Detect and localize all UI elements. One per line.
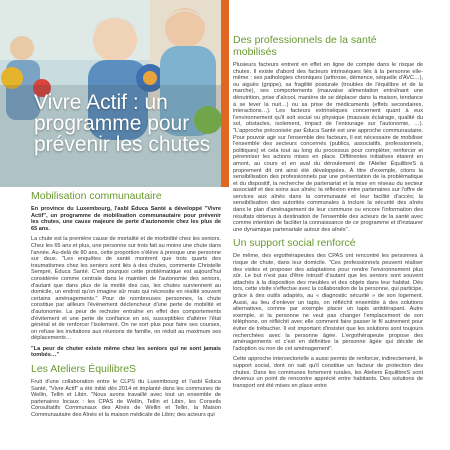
paragraph-chutes: La chute est la première cause de mortalité et de morbidité chez les seniors. Chez les 65 ans et plus, une personne sur trois fait au moins une chute dans l'année. Au-delà de 80 ans, cette proportion s'élève à presque une personne sur deux. "Les enquêtes de santé montrent que trois quarts des traumatismes chez les seniors sont liés à des chutes, commente Christelle Sempré, Éduca Santé. C'est pourquoi cette problématique est aujourd'hui considérée comme centrale dans le maintien de l'autonomie des seniors, d'autant que dans plus de la moitié des cas, les chutes surviennent au domicile, un endroit qu'on imagine sûr mais qui nécessite en réalité souvent certains aménagements." Pour de nombreuses personnes, la chute constitue par ailleurs l'événement déclencheur d'une perte de mobilité et d'autonomie. La peur de rechuter entraîne en effet des comportements d'évitement et une perte de confiance en soi, susceptibles d'altérer l'état général et de renforcer l'isolement. On ne sort plus pour faire ses courses, on refuse les invitations aux réunions de famille, on réduit au maximum ses déplacements…: [31, 236, 221, 342]
paragraph-facteurs: Plusieurs facteurs entrent en effet en ligne de compte dans le risque de chutes. Il existe d'abord des facteurs intrinsèques liés à la personne elle-même : ses pathologies chroniques (arthrose, démence, séquelle d'AVC…), ou aiguës (grippe), sa fragilité posturale (troubles de l'équilibre et de la marche), ses comportements (mauvaise alimentation entraînant une dénutrition, prise d'alcool, manière de se déplacer dans la maison, tendance à se lever la nuit…) ou sa prise de médicaments (effets secondaires, interactions…). Les facteurs extrinsèques concernent quant à eux l'environnement qu'il soit social ou physique (mauvais éclairage, qualité du sol, obstacles, isolement, impact de l'entourage sur l'autonomie, …). "L'approche préconisée par Éduca Santé est une approche communautaire. Pour pouvoir agir sur l'ensemble des facteurs, il est nécessaire de mobiliser l'ensemble des secteurs concernés (publics, associatifs, professionnels, politiques) et cela tout au long du processus pour compléter, renforcer et pérenniser les actions mises en place. Différentes initiatives étaient en amont, au cours et en aval du déroulement de l'Atelier ÉquilibreS à proprement dit ont ainsi été développées. À titre d'exemple, citons la sensibilisation des professionnels par une présentation de la problématique et du dispositif, la recherche de partenariat et la mise en réseau du secteur associatif et des soins aux aînés; la réflexion entre partenaires sur l'offre de services aux aînés dans la communauté et leur facilité d'accès; la sensibilisation des autorités communales à inclure la sécurité des aînés dans le plan d'aménagement de leur commune ou encore l'information des résultats obtenus à destination de l'ensemble des acteurs de la santé avec comme intention de faciliter la connaissance de ce programme et d'instaurer une dynamique partenariale autour des aînés".: [233, 62, 423, 233]
section-title-professionnels: Des professionnels de la santé mobilisés: [233, 34, 377, 58]
section-title-support-social: Un support social renforcé: [233, 237, 356, 250]
right-column: [233, 34, 423, 393]
left-column: [31, 190, 221, 423]
article-title: Vivre Actif : un programme pour prévenir les chutes: [34, 91, 211, 156]
article-lead: En province du Luxembourg, l'asbl Éduca Santé a développé "Vivre Actif", un programme de mobilisation communautaire pour prévenir les chutes, une cause majeure de perte d'autonomie chez les plus de 65 ans.: [31, 206, 221, 232]
section-title-mobilisation: Mobilisation communautaire: [31, 190, 162, 202]
paragraph-intersectorielle: Cette approche intersectorielle a aussi permis de renforcer, indirectement, le support social, dont on sait qu'il constitue un facteur de protection des chutes. Dans les communes fortement rurales, les Ateliers ÉquilibreS sont devenus un point de rencontre apprécié entre habitants. Des solutions de transport ont été mises en place entre: [233, 356, 423, 389]
paragraph-ergotherapeutes: De même, des ergothérapeutes des CPAS ont rencontré les personnes à risque de chute, dans leur domicile. "Ces professionnels peuvent réaliser des visites et proposer des adaptations pour rendre l'environnement plus sûr. Le but n'est pas d'être intrusif d'autant que les seniors sont souvent attachés à la disposition des meubles et des objets dans leur habitat. Dès lors, cette visite s'effectue avec la collaboration de la personne, qui participe, grâce à des outils adaptés, au « diagnostic sécurité » de son logement. Aussi, au lieu d'enlever un tapis, on réfléchit ensemble à des solutions alternatives, comme par exemple placer un tapis antidérapant. Autre exemple, si la personne ne veut pas changer l'emplacement de son téléphone, on réfléchit avec elle comment faire passer le fil autrement pour éviter de trébucher. Il est important d'insister que les solutions sont toujours recherchées avec la personne âgée. L'ergothérapeute propose des aménagements et c'est en définitive la personne âgée qui décide de l'adoption ou non de cet aménagement".: [233, 253, 423, 352]
section-title-ateliers: Les Ateliers ÉquilibreS: [31, 363, 137, 376]
paragraph-quote-bold: "La peur de chuter existe même chez les seniors qui ne sont jamais tombés…": [31, 345, 221, 359]
photo-accent-rule: [221, 0, 229, 187]
paragraph-ateliers: Fruit d'une collaboration entre le CLPS du Luxembourg et l'asbl Éduca Santé, "Vivre Actif" a été initié dès 2014 et implanté dans les communes de Wellin, Tellin et Libin. "Nous avons travaillé avec tout un ensemble de partenaires locaux : les CPAS de Wellin, Tellin et Libin, les Conseils Consultatifs Communaux des Aînés de Wellin et Tellin, la Maison Communautaire des Aînés et la maison médicale de Libin; des acteurs qui: [31, 379, 221, 419]
